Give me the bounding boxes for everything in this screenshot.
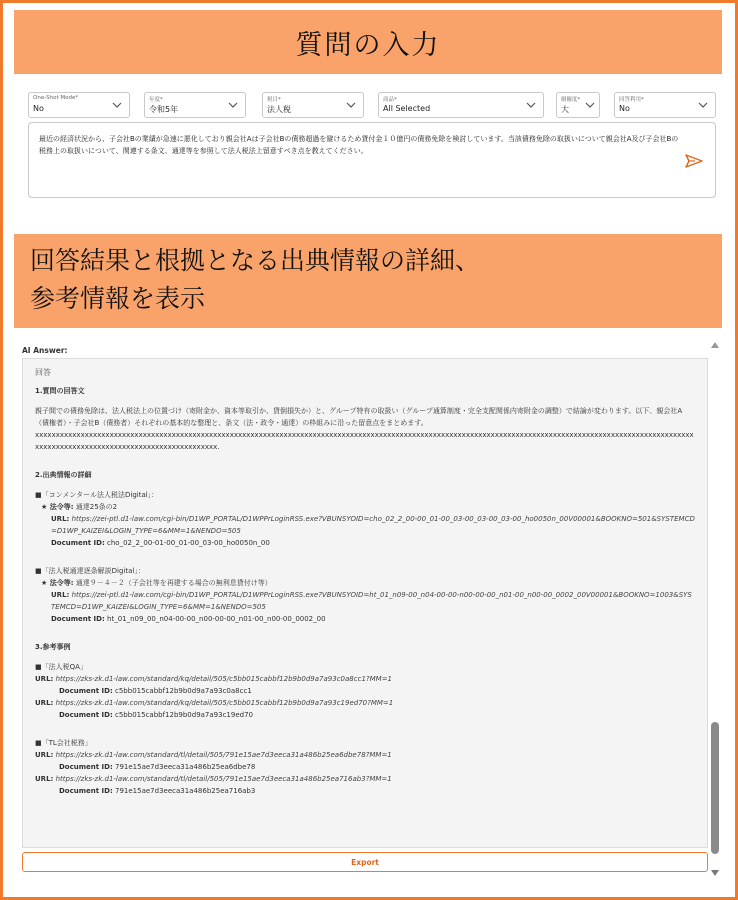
scroll-down-arrow-icon[interactable] (711, 870, 719, 876)
field-label: 税目* (267, 97, 281, 103)
reference-link[interactable]: https://zks-zk.d1-law.com/standard/tl/detail/505/791e15ae7d3eeca31a486b25ea716ab3?MM=1 (53, 775, 392, 783)
url-label: URL: (35, 675, 54, 683)
send-icon[interactable] (685, 153, 703, 169)
reference-title: ■「TL会社税務」 (35, 739, 92, 747)
question-input[interactable] (28, 122, 716, 198)
ai-answer-label: AI Answer: (22, 346, 68, 355)
answer-scrollbar[interactable] (710, 340, 720, 878)
answer-paragraph: 親子間での債務免除は、法人税法上の位置づけ（寄附金か、資本等取引か、貸倒損失か）と、グループ特有の取扱い（グループ通算制度・完全支配関係内寄附金の調整）で結論が変わります。以下、親会社A（債権者）・子会社B（債務者）それぞれの基本的な整理と、条文（法・政令・通達）の枠組みに沿った留意点をまとめます。 (35, 407, 683, 427)
source-docid (35, 537, 695, 549)
law-reference (35, 577, 695, 589)
results-banner-line1: 回答結果と根拠となる出典情報の詳細、 (30, 246, 481, 275)
one-shot-mode-select[interactable] (28, 92, 130, 118)
reference-title: ■「法人税QA」 (35, 663, 87, 671)
source-title: ■「コンメンタール法人税法Digital」： (35, 491, 159, 499)
chevron-down-icon (345, 99, 357, 111)
scroll-up-arrow-icon[interactable] (711, 342, 719, 348)
law-value: 通達９－４－２（子会社等を再建する場合の無利息貸付け等） (73, 579, 272, 587)
reference-url (35, 773, 695, 785)
field-value: 大 (561, 105, 569, 114)
scroll-thumb[interactable] (711, 722, 719, 854)
url-label: URL: (35, 775, 54, 783)
section-title: 2.出典情報の詳細 (35, 471, 92, 479)
filter-bar (28, 92, 716, 118)
docid-value: 791e15ae7d3eeca31a486b25ea6dbe78 (112, 763, 256, 771)
field-label: 年度* (149, 97, 163, 103)
reference-docid (35, 761, 695, 773)
docid-value: ht_01_n09_00_n04-00-00_n00-00-00_n01-00_n00-00_0002_00 (104, 615, 326, 623)
field-label: 商品* (383, 97, 397, 103)
field-label: 回答利用* (619, 97, 644, 103)
answer-paragraph: xxxxxxxxxxxxxxxxxxxxxxxxxxxxxxxxxxxxxxxxxxxxxxxxxxxxxxxxxxxxxxxxxxxxxxxxxxxxxxxxxxxxxxxxxxxxxxxxxxxxxxxxxxxxxxxxxxxxxxxxxxxxxxxxxxxxxxxxxxxxxxxxxxxxxxxxxxxxxxxxxxxxxxxxxxxxxxxxxxxxxxxxxxxxxxxxxxxxxxxxxxx. (35, 431, 694, 451)
url-label: URL: (35, 699, 54, 707)
law-label: ★ 法令等: (41, 579, 74, 587)
answer-usage-select[interactable] (614, 92, 716, 118)
source-link[interactable]: https://zei-ptl.d1-law.com/cgi-bin/D1WP_PORTAL/D1WPPrLoginRSS.exe?VBUNSYOID=ht_01_n09-00_n04-00-00-n00-00-00_n01-00_n00-00_0002_00V00001&BOOKNO=1003&SYSTEMCD=D1WP_KAIZEI&LOGIN_TYPE=6&MM=1&NENDO=505 (51, 591, 692, 611)
chevron-down-icon (227, 99, 239, 111)
section-title: 1.質問の回答文 (35, 387, 85, 395)
answer-heading: 回答 (35, 368, 51, 377)
reference-url (35, 749, 695, 761)
product-select[interactable] (378, 92, 544, 118)
chevron-down-icon (697, 99, 709, 111)
docid-label: Document ID: (51, 539, 105, 547)
source-title: ■「法人税通達逐条解説Digital」： (35, 567, 145, 575)
law-label: ★ 法令等: (41, 503, 74, 511)
docid-label: Document ID: (51, 615, 105, 623)
reference-docid (35, 685, 695, 697)
url-label: URL: (51, 591, 70, 599)
docid-value: c5bb015cabbf12b9b0d9a7a93c19ed70 (112, 711, 253, 719)
results-banner (14, 234, 722, 328)
url-label: URL: (51, 515, 70, 523)
coverage-select[interactable] (556, 92, 600, 118)
reference-link[interactable]: https://zks-zk.d1-law.com/standard/kq/detail/505/c5bb015cabbf12b9b0d9a7a93c19ed70?MM=1 (53, 699, 394, 707)
tax-type-select[interactable] (262, 92, 364, 118)
reference-url (35, 673, 695, 685)
reference-docid (35, 709, 695, 721)
field-label: 網羅度* (561, 97, 581, 103)
reference-link[interactable]: https://zks-zk.d1-law.com/standard/kq/detail/505/c5bb015cabbf12b9b0d9a7a93c0a8cc1?MM=1 (53, 675, 393, 683)
chevron-down-icon (584, 99, 596, 111)
export-button[interactable]: Export (22, 852, 708, 872)
source-url (35, 513, 695, 537)
source-link[interactable]: https://zei-ptl.d1-law.com/cgi-bin/D1WP_PORTAL/D1WPPrLoginRSS.exe?VBUNSYOID=cho_02_2_00-00_01-00_03-00_03-00_03-00_ho0050n_00V00001&BOOKNO=501&SYSTEMCD=D1WP_KAIZEI&LOGIN_TYPE=6&MM=1&NENDO=505 (51, 515, 695, 535)
question-text[interactable]: 最近の経済状況から、子会社Bの業績が急速に悪化しており親会社Aは子会社Bの債務超過を避けるため貸付金１０億円の債務免除を検討しています。当該債務免除の取扱いについて親会社A及び子会社Bの税務上の取扱いについて、関連する条文、通達等を参照して法人税法上留意すべき点を教えてください。 (39, 135, 679, 155)
section-title: 3.参考事例 (35, 643, 71, 651)
source-docid (35, 613, 695, 625)
docid-value: 791e15ae7d3eeca31a486b25ea716ab3 (112, 787, 256, 795)
answer-content (35, 367, 695, 797)
field-value: No (33, 104, 44, 113)
law-reference (35, 501, 695, 513)
results-banner-line2: 参考情報を表示 (30, 284, 206, 313)
docid-label: Document ID: (59, 787, 113, 795)
docid-value: cho_02_2_00-01-00_01-00_03-00_ho0050n_00 (104, 539, 270, 547)
url-label: URL: (35, 751, 54, 759)
answer-panel[interactable] (22, 358, 708, 848)
field-value: No (619, 104, 630, 113)
source-url (35, 589, 695, 613)
reference-url (35, 697, 695, 709)
law-value: 通達25条の2 (73, 503, 118, 511)
docid-label: Document ID: (59, 687, 113, 695)
question-input-banner: 質問の入力 (14, 10, 722, 74)
field-value: 令和5年 (149, 105, 179, 114)
docid-label: Document ID: (59, 763, 113, 771)
field-value: 法人税 (267, 105, 291, 114)
field-value: All Selected (383, 104, 431, 113)
chevron-down-icon (111, 99, 123, 111)
reference-docid (35, 785, 695, 797)
chevron-down-icon (525, 99, 537, 111)
field-label: One-Shot Mode* (33, 95, 79, 101)
docid-value: c5bb015cabbf12b9b0d9a7a93c0a8cc1 (112, 687, 252, 695)
docid-label: Document ID: (59, 711, 113, 719)
year-select[interactable] (144, 92, 246, 118)
reference-link[interactable]: https://zks-zk.d1-law.com/standard/tl/detail/505/791e15ae7d3eeca31a486b25ea6dbe78?MM=1 (53, 751, 392, 759)
